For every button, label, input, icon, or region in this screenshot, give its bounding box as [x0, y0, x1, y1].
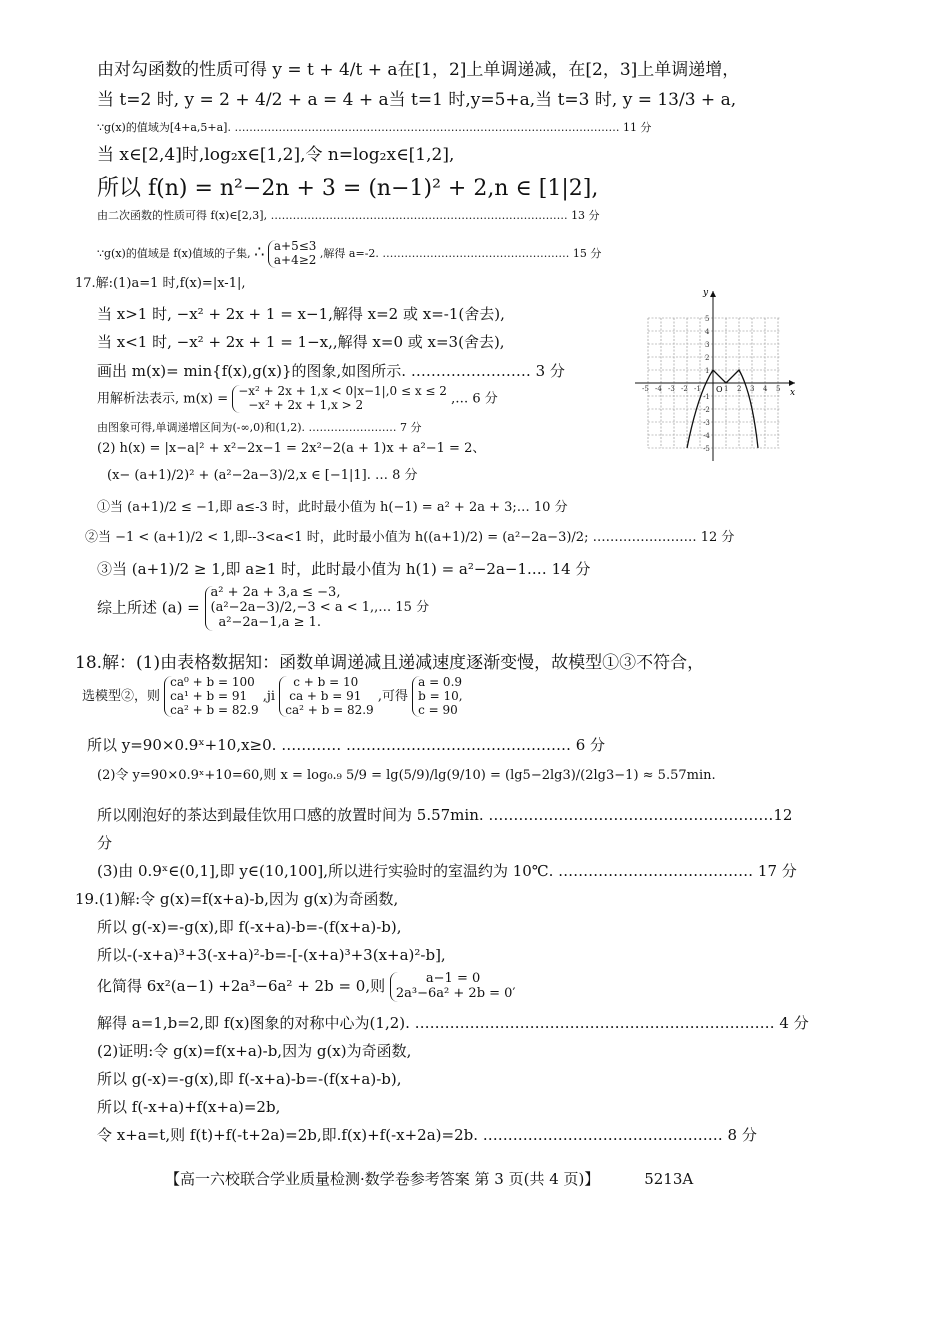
x-axis-arrow [789, 380, 795, 386]
p19-line9: 令 x+a=t,则 f(t)+f(-t+2a)=2b,即.f(x)+f(-x+2a)=2b. ………………………………………… 8 分 [97, 1126, 757, 1144]
p18-line6: 分 [97, 834, 113, 852]
x-tick: 3 [750, 385, 755, 393]
p17-line7: (2) h(x) = |x−a|² + x²−2x−1 = 2x²−2(a + 1)x + a²−1 = 2、 [97, 441, 486, 456]
p18-line1: 18.解：(1)由表格数据知：函数单调递减且递减速度逐渐变慢，故模型①③不符合， [75, 653, 705, 673]
x-tick: -3 [668, 385, 675, 393]
y-axis-label: y [703, 288, 709, 298]
p18-line5: 所以刚泡好的茶达到最佳饮用口感的放置时间为 5.57min. …………………………………………………12 [97, 806, 793, 824]
system-m [232, 385, 447, 413]
p19-line4-text: 化简得 6x²(a−1) +2a³−6a² + 2b = 0,则 [97, 976, 386, 995]
system-l7 [268, 240, 317, 268]
sys-row: a = 0.9 [418, 675, 463, 689]
x-tick: 1 [724, 385, 729, 393]
x-tick: -2 [681, 385, 688, 393]
sys-row: −x² + 2x + 1,x < 0|x−1|,0 ≤ x ≤ 2 [238, 384, 447, 398]
sys-row: ca² + b = 82.9 [285, 702, 374, 717]
line-l2: 当 t=2 时, y = 2 + 4/2 + a = 4 + a当 t=1 时,y=5+a,当 t=3 时, y = 13/3 + a, [97, 90, 737, 110]
x-tick: 2 [737, 385, 742, 393]
footer-text: 【高一六校联合学业质量检测·数学卷参考答案 第 3 页(共 4 页)】 [165, 1170, 600, 1188]
p19-line3: 所以-(-x+a)³+3(-x+a)²-b=-[-(x+a)³+3(x+a)²-b], [97, 946, 446, 964]
sys-row: a²−2a−1,a ≥ 1. [218, 614, 322, 630]
sys-row: a+4≥2 [273, 252, 317, 267]
p18-line4: (2)令 y=90×0.9ˣ+10=60,则 x = log₀.₉ 5/9 = lg(5/9)/lg(9/10) = (lg5−2lg3)/(2lg3−1) ≈ 5.57min. [97, 768, 716, 783]
sys-row: ca¹ + b = 91 [170, 688, 248, 703]
sys-row: a+5≤3 [273, 239, 317, 253]
origin-label: O [716, 385, 723, 394]
line-l1: 由对勾函数的性质可得 y = t + 4/t + a在[1，2]上单调递减，在[2，3]上单调递增， [97, 60, 740, 80]
p17-line5-label: 用解析法表示, m(x) = [97, 391, 229, 407]
p18-line2-label: 选模型②，则 [82, 689, 161, 705]
line-l7 [97, 240, 601, 268]
x-axis-label: x [790, 388, 796, 398]
p18-line2-ji: ,ji [262, 689, 276, 705]
y-axis-arrow [710, 291, 716, 297]
system-model-2 [279, 676, 373, 717]
x-tick: 5 [776, 385, 781, 393]
y-tick: -2 [703, 406, 710, 414]
p17-line12-label: 综上所述 (a) = [97, 598, 200, 617]
p17-line8: (x− (a+1)/2)² + (a²−2a−3)/2,x ∈ [−1|1]. … 8 分 [107, 468, 418, 483]
p19-line1: 19.(1)解:令 g(x)=f(x+a)-b,因为 g(x)为奇函数, [75, 890, 399, 908]
p19-line8: 所以 f(-x+a)+f(x+a)=2b, [97, 1098, 281, 1116]
y-tick: -4 [703, 432, 710, 440]
line-l7-text: ∵g(x)的值域是 f(x)值域的子集, [97, 246, 251, 260]
p18-line7: (3)由 0.9ˣ∈(0,1],即 y∈(10,100],所以进行实验时的室温约为 10℃. ………………………………… 17 分 [97, 862, 797, 880]
sys-row: ca + b = 91 [289, 688, 362, 703]
sys-row: a−1 = 0 [425, 971, 481, 986]
p18-line2-result: ,可得 [377, 689, 408, 705]
sys-row: ca² + b = 82.9 [170, 702, 259, 717]
sys-row: c + b = 10 [293, 675, 359, 689]
y-tick: 5 [705, 315, 710, 323]
sys-row: b = 10, [418, 688, 463, 703]
line-l6: 由二次函数的性质可得 f(x)∈[2,3], ……………………………………………………………………… 13 分 [97, 209, 600, 222]
y-tick: 3 [705, 341, 710, 349]
function-graph [630, 283, 800, 463]
p17-line4: 画出 m(x)= min{f(x),g(x)}的图象,如图所示. …………………… 3 分 [97, 362, 565, 380]
y-tick: 2 [705, 354, 710, 362]
sys-row: ca⁰ + b = 100 [170, 675, 255, 689]
line-l4: 当 x∈[2,4]时,log₂x∈[1,2],令 n=log₂x∈[1,2], [97, 145, 455, 165]
p17-line9: ①当 (a+1)/2 ≤ −1,即 a≤-3 时，此时最小值为 h(−1) = a² + 2a + 3;… 10 分 [97, 500, 568, 515]
p17-line5 [97, 385, 498, 413]
p17-line10: ②当 −1 < (a+1)/2 < 1,即--3<a<1 时，此时最小值为 h((a+1)/2) = (a²−2a−3)/2; …………………… 12 分 [85, 530, 735, 545]
line-l5: 所以 f(n) = n²−2n + 3 = (n−1)² + 2,n ∈ [1|2], [97, 176, 599, 201]
p19-line7: 所以 g(-x)=-g(x),即 f(-x+a)-b=-(f(x+a)-b), [97, 1070, 402, 1088]
p19-line5: 解得 a=1,b=2,即 f(x)图象的对称中心为(1,2). ……………………………………………………………… 4 分 [97, 1014, 809, 1032]
y-tick: -5 [703, 445, 710, 453]
system-center [390, 972, 516, 1002]
p17-line11: ③当 (a+1)/2 ≥ 1,即 a≥1 时，此时最小值为 h(1) = a²−2a−1.… 14 分 [97, 560, 591, 578]
p18-line3: 所以 y=90×0.9ˣ+10,x≥0. ………… ……………………………………… 6 分 [87, 736, 606, 754]
sys-row: a² + 2a + 3,a ≤ −3, [210, 585, 341, 600]
p17-line1: 17.解:(1)a=1 时,f(x)=|x-1|, [75, 276, 246, 291]
therefore-symbol: ∴ [254, 241, 265, 261]
x-tick: 4 [763, 385, 768, 393]
y-tick: -3 [703, 419, 710, 427]
p17-line2: 当 x>1 时, −x² + 2x + 1 = x−1,解得 x=2 或 x=-1(舍去), [97, 305, 505, 323]
p17-line12 [97, 586, 429, 631]
system-final [205, 586, 430, 631]
p19-line4 [97, 972, 515, 1002]
page-footer [165, 1168, 693, 1189]
p17-line5-score: ,… 6 分 [451, 391, 498, 407]
line-l7-result: ,解得 a=-2. …………………………………………… 15 分 [319, 246, 602, 260]
sys-row: c = 90 [418, 702, 458, 717]
x-tick-labels [642, 385, 780, 393]
p19-line6: (2)证明:令 g(x)=f(x+a)-b,因为 g(x)为奇函数, [97, 1042, 412, 1060]
y-tick: 1 [705, 367, 710, 375]
system-model [164, 676, 258, 717]
system-solution [412, 676, 462, 717]
sys-row: −x² + 2x + 1,x > 2 [248, 397, 364, 412]
x-tick: -1 [694, 385, 701, 393]
footer-code: 5213A [644, 1170, 694, 1188]
y-tick: 4 [705, 328, 710, 336]
sys-row: 2a³−6a² + 2b = 0′ [395, 985, 516, 1001]
p18-line2 [82, 676, 463, 717]
y-tick: -1 [703, 393, 710, 401]
y-tick-labels [703, 315, 710, 453]
x-tick: -5 [642, 385, 649, 393]
line-l3: ∵g(x)的值域为[4+a,5+a]. …………………………………………………………………………………………… 11 分 [97, 121, 652, 134]
p19-line2: 所以 g(-x)=-g(x),即 f(-x+a)-b=-(f(x+a)-b), [97, 918, 402, 936]
x-tick: -4 [655, 385, 662, 393]
p17-line6: 由图象可得,单调递增区间为(-∞,0)和(1,2). …………………… 7 分 [97, 421, 422, 434]
p17-line3: 当 x<1 时, −x² + 2x + 1 = 1−x,,解得 x=0 或 x=3(舍去), [97, 333, 505, 351]
sys-row: (a²−2a−3)/2,−3 < a < 1,,… 15 分 [210, 599, 430, 615]
